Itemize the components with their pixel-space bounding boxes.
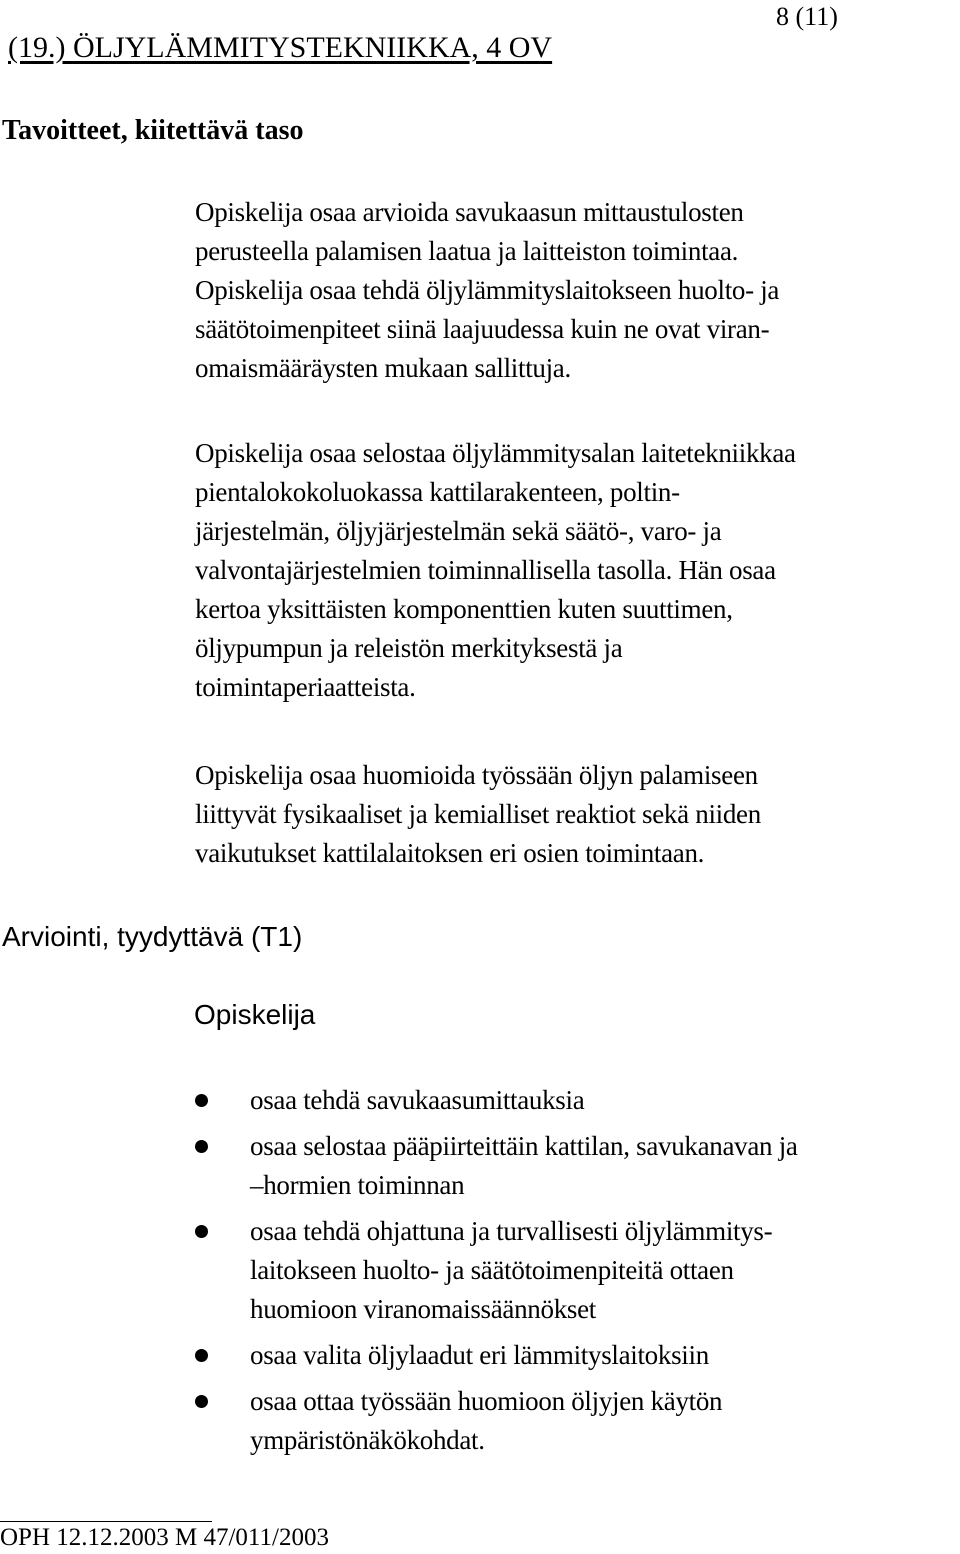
goals-paragraph <box>195 434 960 707</box>
text-line: osaa selostaa pääpiirteittäin kattilan, savukanavan ja <box>250 1131 798 1161</box>
text-line: osaa tehdä ohjattuna ja turvallisesti öljylämmitys- <box>250 1216 773 1246</box>
text-line: perusteella palamisen laatua ja laitteiston toimintaa. <box>195 236 739 266</box>
bullet-icon <box>195 1349 208 1362</box>
list-item <box>194 1127 960 1205</box>
bullet-icon <box>195 1225 208 1238</box>
assessment-list <box>194 1081 960 1467</box>
bullet-icon <box>195 1140 208 1153</box>
goals-paragraph <box>195 756 960 873</box>
assessment-subject: Opiskelija <box>194 999 316 1030</box>
text-line: järjestelmän, öljyjärjestelmän sekä säätö-, varo- ja <box>195 516 722 546</box>
list-item <box>194 1212 960 1329</box>
goals-paragraph <box>195 193 960 388</box>
text-line: toimintaperiaatteista. <box>195 672 416 702</box>
text-line: osaa valita öljylaadut eri lämmityslaitoksiin <box>250 1340 709 1370</box>
text-line: pientalokokoluokassa kattilarakenteen, poltin- <box>195 477 680 507</box>
page-title: (19.) ÖLJYLÄMMITYSTEKNIIKKA, 4 OV <box>8 31 553 64</box>
text-line: omaismääräysten mukaan sallittuja. <box>195 353 571 383</box>
goals-heading: Tavoitteet, kiitettävä taso <box>2 115 304 146</box>
text-line: vaikutukset kattilalaitoksen eri osien toimintaan. <box>195 838 705 868</box>
list-item <box>194 1336 960 1375</box>
assessment-heading: Arviointi, tyydyttävä (T1) <box>2 921 303 952</box>
text-line: Opiskelija osaa selostaa öljylämmitysalan laitetekniikkaa <box>195 438 796 468</box>
list-item <box>194 1382 960 1460</box>
text-line: Opiskelija osaa arvioida savukaasun mittaustulosten <box>195 197 744 227</box>
text-line: osaa tehdä savukaasumittauksia <box>250 1085 585 1115</box>
text-line: öljypumpun ja releistön merkityksestä ja <box>195 633 623 663</box>
bullet-icon <box>195 1094 208 1107</box>
bullet-icon <box>195 1395 208 1408</box>
text-line: valvontajärjestelmien toiminnallisella tasolla. Hän osaa <box>195 555 776 585</box>
text-line: säätötoimenpiteet siinä laajuudessa kuin ne ovat viran- <box>195 314 770 344</box>
page-number: 8 (11) <box>776 2 838 31</box>
text-line: osaa ottaa työssään huomioon öljyjen käytön <box>250 1386 723 1416</box>
footnote: OPH 12.12.2003 M 47/011/2003 <box>0 1524 329 1551</box>
text-line: laitokseen huolto- ja säätötoimenpiteitä ottaen <box>250 1255 734 1285</box>
text-line: ympäristönäkökohdat. <box>250 1425 485 1455</box>
text-line: Opiskelija osaa tehdä öljylämmityslaitokseen huolto- ja <box>195 275 780 305</box>
text-line: kertoa yksittäisten komponenttien kuten suuttimen, <box>195 594 733 624</box>
text-line: liittyvät fysikaaliset ja kemialliset reaktiot sekä niiden <box>195 799 761 829</box>
text-line: huomioon viranomaissäännökset <box>250 1294 596 1324</box>
text-line: Opiskelija osaa huomioida työssään öljyn palamiseen <box>195 760 758 790</box>
text-line: –hormien toiminnan <box>250 1170 465 1200</box>
list-item <box>194 1081 960 1120</box>
